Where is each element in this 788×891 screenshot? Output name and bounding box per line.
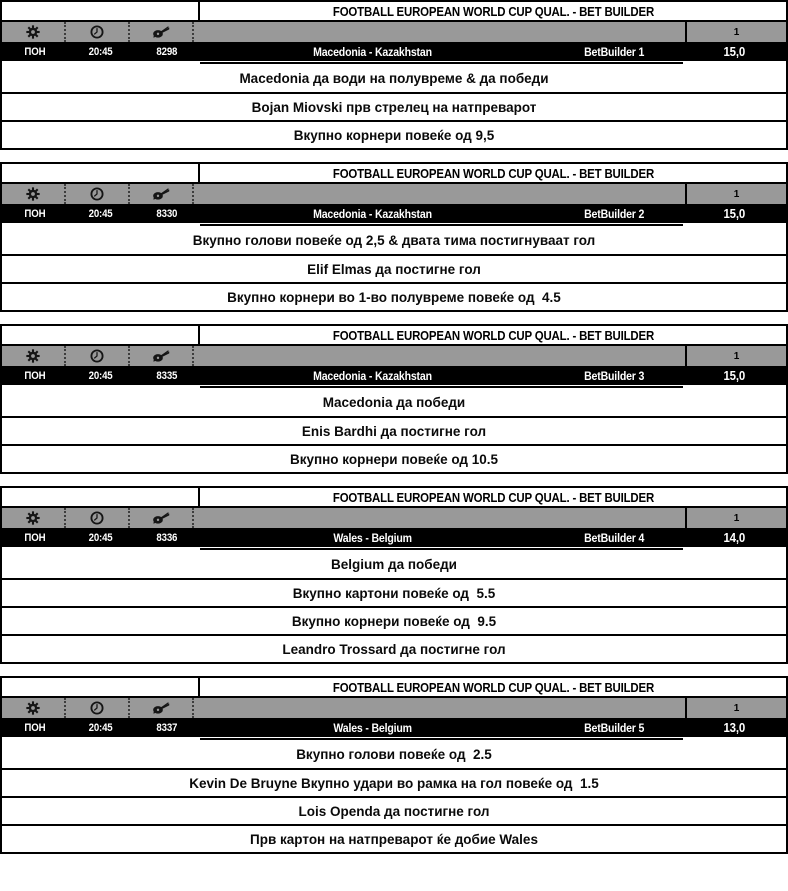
settings-cell [2,22,66,42]
bet-text: Вкупно корнери во 1-во полувреме повеќе од 4.5 [227,289,561,305]
bet-row [2,226,786,254]
bet-row [2,254,786,282]
match-time [68,366,134,385]
bet-text: Macedonia да води на полувреме & да победи [239,70,549,86]
bet-row [2,824,786,852]
competition-title [200,326,786,344]
clock-icon [90,349,104,363]
bet-builder-label-text: BetBuilder 5 [583,720,645,735]
match-name-text: Macedonia - Kazakhstan [313,206,432,221]
competition-title-text: FOOTBALL EUROPEAN WORLD CUP QUAL. - BET BUILDER [332,165,654,181]
match-name-text: Wales - Belgium [333,530,412,545]
match-time [68,528,134,547]
bet-builder-block [0,486,788,664]
header-left-spacer [2,326,200,344]
whistle-icon [152,26,170,38]
bet-builder-label-text: BetBuilder 1 [583,44,645,59]
bet-text: Вкупно голови повеќе од 2.5 [296,746,492,762]
odds-column-header-text: 1 [733,350,740,362]
settings-cell [2,184,66,204]
match-code [134,718,200,737]
block-header-row [2,678,786,698]
bet-row [2,416,786,444]
match-code [134,528,200,547]
bet-row [2,578,786,606]
whistle-icon [152,350,170,362]
match-bar [2,718,786,737]
odds-value [683,366,786,385]
competition-title [200,164,786,182]
competition-title [200,2,786,20]
match-name-text: Macedonia - Kazakhstan [313,44,432,59]
match-bar [2,528,786,547]
match-time-text: 20:45 [89,45,113,58]
clock-icon [90,701,104,715]
odds-value-text: 15,0 [723,368,746,383]
bet-row [2,768,786,796]
bet-text: Вкупно картони повеќе од 5.5 [292,585,496,601]
gear-icon [26,349,40,363]
match-day-text: ПОН [24,531,46,544]
meta-row [2,346,786,366]
code-cell [130,184,194,204]
match-code [134,366,200,385]
meta-spacer [194,346,685,366]
time-cell [66,184,130,204]
odds-column-header [685,346,786,366]
match-code-text: 8337 [156,721,178,734]
match-name-text: Wales - Belgium [333,720,412,735]
bet-row [2,388,786,416]
settings-cell [2,508,66,528]
settings-cell [2,698,66,718]
odds-column-header-text: 1 [733,702,740,714]
match-time-text: 20:45 [89,721,113,734]
code-cell [130,346,194,366]
odds-value [683,42,786,61]
bet-list [2,388,786,472]
match-code [134,204,200,223]
gear-icon [26,25,40,39]
match-code [134,42,200,61]
match-name [200,204,545,223]
match-time [68,718,134,737]
time-cell [66,22,130,42]
competition-title-text: FOOTBALL EUROPEAN WORLD CUP QUAL. - BET BUILDER [332,3,654,19]
bet-builder-block [0,324,788,474]
code-cell [130,508,194,528]
header-divider [2,385,786,388]
meta-spacer [194,698,685,718]
odds-column-header-text: 1 [733,188,740,200]
bet-text: Вкупно корнери повеќе од 10.5 [289,451,499,467]
whistle-icon [152,512,170,524]
code-cell [130,22,194,42]
header-left-spacer [2,2,200,20]
bet-row [2,796,786,824]
block-header-row [2,164,786,184]
meta-row [2,698,786,718]
match-time [68,204,134,223]
bet-builder-label-text: BetBuilder 3 [583,368,645,383]
match-name [200,528,545,547]
competition-title-text: FOOTBALL EUROPEAN WORLD CUP QUAL. - BET BUILDER [332,679,654,695]
time-cell [66,346,130,366]
bet-text: Belgium да победи [331,556,457,572]
match-name [200,366,545,385]
block-header-row [2,488,786,508]
code-cell [130,698,194,718]
header-divider [2,223,786,226]
odds-value-text: 13,0 [723,720,746,735]
bet-builder-label-text: BetBuilder 4 [583,530,645,545]
bet-text: Прв картон на натпреварот ќе добие Wales [250,831,538,847]
match-time-text: 20:45 [89,531,113,544]
odds-column-header [685,22,786,42]
match-name-text: Macedonia - Kazakhstan [313,368,432,383]
header-left-spacer [2,164,200,182]
match-code-text: 8336 [156,531,178,544]
bet-row [2,64,786,92]
bet-list [2,740,786,852]
header-divider [2,737,786,740]
bet-row [2,550,786,578]
match-day [2,528,68,547]
header-divider [2,61,786,64]
odds-value-text: 15,0 [723,206,746,221]
odds-value [683,204,786,223]
match-bar [2,204,786,223]
bet-builder-label-text: BetBuilder 2 [583,206,645,221]
meta-row [2,22,786,42]
whistle-icon [152,188,170,200]
match-day-text: ПОН [24,369,46,382]
match-name [200,718,545,737]
bet-builder-block [0,0,788,150]
competition-title [200,678,786,696]
bet-text: Bojan Miovski прв стрелец на натпреварот [251,99,537,115]
gear-icon [26,511,40,525]
bet-builder-label [545,718,683,737]
bet-list [2,64,786,148]
match-day [2,204,68,223]
bet-text: Leandro Trossard да постигне гол [282,641,506,657]
match-name [200,42,545,61]
bet-builder-block [0,162,788,312]
bet-text: Вкупно голови повеќе од 2,5 & двата тима постигнуваат гол [192,232,596,248]
match-bar [2,42,786,61]
bet-row [2,634,786,662]
bet-row [2,120,786,148]
bet-row [2,444,786,472]
match-day-text: ПОН [24,207,46,220]
bet-text: Lois Openda да постигне гол [298,803,490,819]
match-day [2,42,68,61]
bet-row [2,92,786,120]
odds-column-header [685,698,786,718]
bet-text: Kevin De Bruyne Вкупно удари во рамка на гол повеќе од 1.5 [189,775,599,791]
competition-title-text: FOOTBALL EUROPEAN WORLD CUP QUAL. - BET BUILDER [332,327,654,343]
odds-value [683,718,786,737]
bet-row [2,282,786,310]
header-left-spacer [2,488,200,506]
match-day [2,366,68,385]
meta-spacer [194,508,685,528]
header-divider [2,547,786,550]
bet-text: Вкупно корнери повеќе од 9.5 [291,613,497,629]
clock-icon [90,25,104,39]
competition-title-text: FOOTBALL EUROPEAN WORLD CUP QUAL. - BET BUILDER [332,489,654,505]
bet-row [2,740,786,768]
bet-builder-label [545,366,683,385]
meta-row [2,508,786,528]
time-cell [66,508,130,528]
bet-text: Вкупно корнери повеќе од 9,5 [293,127,495,143]
match-bar [2,366,786,385]
whistle-icon [152,702,170,714]
meta-spacer [194,184,685,204]
match-day [2,718,68,737]
match-code-text: 8335 [156,369,178,382]
match-code-text: 8298 [156,45,178,58]
time-cell [66,698,130,718]
competition-title [200,488,786,506]
match-time-text: 20:45 [89,369,113,382]
block-header-row [2,326,786,346]
bet-list [2,226,786,310]
match-time [68,42,134,61]
bet-builder-label [545,204,683,223]
gear-icon [26,701,40,715]
odds-column-header [685,184,786,204]
bet-text: Macedonia да победи [322,394,466,410]
odds-value [683,528,786,547]
block-header-row [2,2,786,22]
bet-builder-label [545,528,683,547]
header-left-spacer [2,678,200,696]
match-day-text: ПОН [24,721,46,734]
bet-builder-block [0,676,788,854]
clock-icon [90,511,104,525]
gear-icon [26,187,40,201]
odds-value-text: 15,0 [723,44,746,59]
meta-spacer [194,22,685,42]
match-time-text: 20:45 [89,207,113,220]
settings-cell [2,346,66,366]
match-code-text: 8330 [156,207,178,220]
bet-text: Enis Bardhi да постигне гол [301,423,487,439]
bet-builder-label [545,42,683,61]
odds-column-header-text: 1 [733,26,740,38]
odds-column-header-text: 1 [733,512,740,524]
bet-row [2,606,786,634]
bet-list [2,550,786,662]
odds-value-text: 14,0 [723,530,746,545]
match-day-text: ПОН [24,45,46,58]
meta-row [2,184,786,204]
bet-text: Elif Elmas да постигне гол [307,261,481,277]
clock-icon [90,187,104,201]
odds-column-header [685,508,786,528]
